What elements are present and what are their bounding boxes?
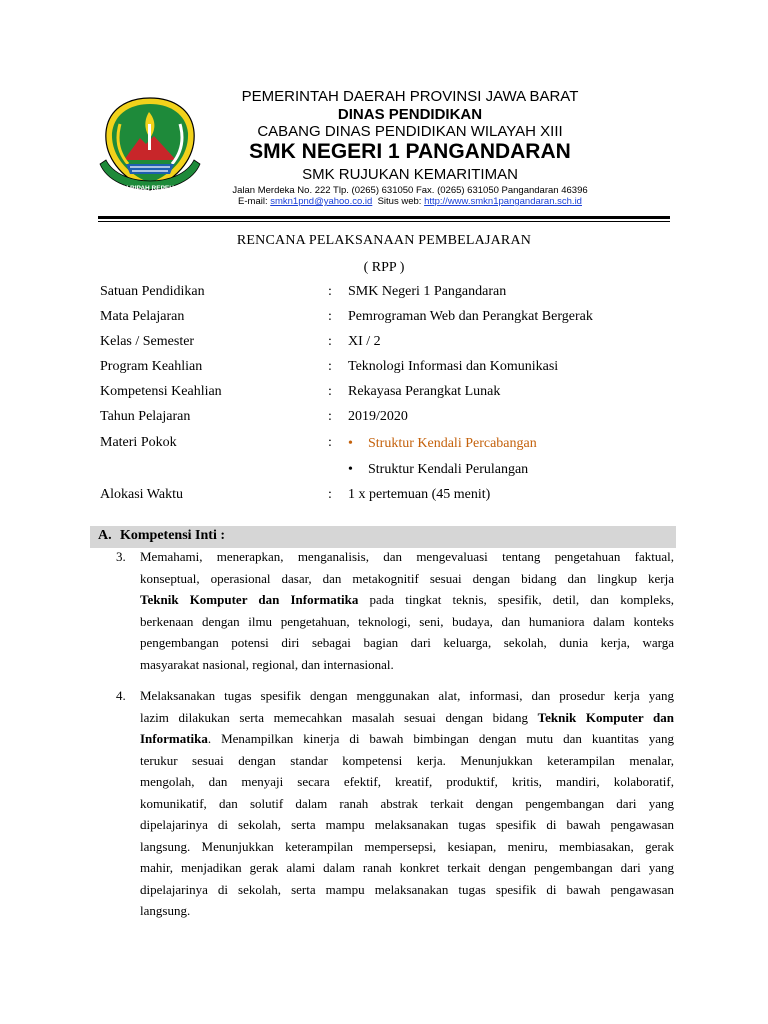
document-subtitle: ( RPP )	[363, 260, 405, 275]
paragraph-line: berkenaan dengan ilmu pengetahuan, teknologi, seni, budaya, dan humaniora dalam konteks	[140, 613, 674, 629]
website-link[interactable]: http://www.smkn1pangandaran.sch.id	[424, 196, 582, 207]
paragraph-line: Melaksanakan tugas spesifik dengan menggunakan alat, informasi, dan prosedur kerja yang	[140, 688, 674, 703]
list-item-number: 4.	[116, 688, 126, 703]
identity-label: Kompetensi Keahlian	[100, 384, 222, 399]
paragraph-line: pengembangan potensi diri sebagai bagian dari keluarga, sekolah, dunia kerja, warga	[140, 635, 674, 650]
identity-colon: :	[328, 309, 332, 324]
identity-value: Pemrograman Web dan Perangkat Bergerak	[348, 309, 593, 324]
school-subtitle: SMK RUJUKAN KEMARITIMAN	[302, 166, 518, 183]
identity-colon: :	[328, 334, 332, 349]
paragraph-line: mahir, menjadikan gerak alami dalam ranah konkret terkait dengan pengembangan dari yang	[140, 860, 674, 875]
school-contact	[200, 196, 620, 207]
materi-pokok-text: Struktur Kendali Perulangan	[368, 462, 529, 477]
identity-label: Materi Pokok	[100, 435, 177, 450]
identity-value: XI / 2	[348, 334, 381, 349]
west-java-province-logo	[94, 94, 206, 206]
header-divider-thin	[98, 221, 670, 222]
identity-colon: :	[328, 284, 332, 299]
paragraph-line: lazim dilakukan serta memecahkan masalah sesuai dengan bidang Teknik Komputer dan	[140, 709, 674, 725]
paragraph-line: Informatika. Menampilkan kinerja di bawah bimbingan dengan mutu dan kuantitas yang	[140, 731, 674, 746]
header-branch: CABANG DINAS PENDIDIKAN WILAYAH XIII	[257, 123, 563, 140]
email-link[interactable]: smkn1pnd@yahoo.co.id	[270, 196, 373, 207]
identity-row	[100, 384, 680, 406]
identity-row	[100, 284, 680, 306]
paragraph-line: Memahami, menerapkan, menganalisis, dan mengevaluasi tentang pengetahuan faktual,	[140, 549, 674, 564]
identity-value: Teknologi Informasi dan Komunikasi	[348, 359, 559, 374]
identity-label: Alokasi Waktu	[100, 487, 183, 502]
identity-value: 1 x pertemuan (45 menit)	[348, 487, 491, 502]
identity-colon: :	[328, 435, 332, 450]
web-label: Situs web:	[377, 196, 422, 207]
identity-label: Program Keahlian	[100, 359, 203, 374]
paragraph-line: dipelajarinya di sekolah, serta mampu melaksanakan tugas spesifik di bawah pengawasan	[140, 817, 674, 832]
identity-row	[100, 334, 680, 356]
school-name: SMK NEGERI 1 PANGANDARAN	[249, 140, 571, 163]
svg-text:GEMAH RIPAH REPEH RAPIH: GEMAH RIPAH REPEH RAPIH	[104, 185, 196, 192]
identity-colon: :	[328, 359, 332, 374]
identity-value: Rekayasa Perangkat Lunak	[348, 384, 501, 399]
materi-pokok-text: Struktur Kendali Percabangan	[368, 436, 537, 451]
document-title: RENCANA PELAKSANAAN PEMBELAJARAN	[236, 233, 532, 248]
bullet-icon: •	[348, 436, 353, 451]
section-title: Kompetensi Inti :	[120, 528, 225, 543]
header-divider-thick	[98, 216, 670, 219]
identity-row	[100, 309, 680, 331]
paragraph-line: komunikatif, dan solutif dalam ranah abstrak terkait dengan pengembangan dari yang	[140, 795, 674, 811]
paragraph-line: konseptual, operasional dasar, dan metakognitif sesuai dengan bidang dan lingkup kerja	[140, 570, 674, 586]
header-government: PEMERINTAH DAERAH PROVINSI JAWA BARAT	[241, 88, 579, 105]
identity-colon: :	[328, 384, 332, 399]
paragraph-line: masyarakat nasional, regional, dan internasional.	[140, 656, 394, 672]
paragraph-line: terukur sesuai dengan standar kompetensi kerja. Menunjukkan keterampilan menalar,	[140, 752, 674, 768]
identity-value: SMK Negeri 1 Pangandaran	[348, 284, 507, 299]
paragraph-line: dipelajarinya di sekolah, serta mampu melaksanakan tugas spesifik di bawah pengawasan	[140, 881, 674, 897]
header-department: DINAS PENDIDIKAN	[337, 106, 483, 123]
identity-row	[100, 409, 680, 431]
list-item	[140, 685, 674, 922]
identity-colon: :	[328, 409, 332, 424]
list-item	[140, 546, 674, 675]
emphasis-text: Informatika	[140, 731, 208, 746]
school-address: Jalan Merdeka No. 222 Tlp. (0265) 631050 Fax. (0265) 631050 Pangandaran 46396	[232, 185, 588, 196]
list-item-number: 3.	[116, 549, 126, 564]
paragraph-line: mengolah, dan menyaji secara efektif, kreatif, produktif, kritis, mandiri, kolaboratif,	[140, 774, 674, 789]
identity-row	[100, 359, 680, 381]
identity-label: Tahun Pelajaran	[100, 409, 191, 424]
identity-label: Mata Pelajaran	[100, 309, 185, 324]
emphasis-text: Teknik Komputer dan Informatika	[140, 592, 359, 607]
paragraph-line: Teknik Komputer dan Informatika pada tingkat teknis, spesifik, detil, dan kompleks,	[140, 592, 674, 607]
identity-colon: :	[328, 487, 332, 502]
paragraph-line: langsung.	[140, 903, 191, 918]
identity-label: Satuan Pendidikan	[100, 284, 205, 299]
identity-value: 2019/2020	[348, 409, 408, 424]
identity-label: Kelas / Semester	[100, 334, 195, 349]
paragraph-line: langsung. Menunjukkan keterampilan mempersepsi, kesiapan, meniru, membiasakan, gerak	[140, 838, 674, 854]
identity-row	[100, 487, 680, 509]
emphasis-text: Teknik Komputer dan	[537, 709, 674, 725]
section-letter: A.	[98, 528, 112, 543]
email-label: E-mail:	[238, 196, 268, 207]
bullet-icon: •	[348, 462, 353, 477]
